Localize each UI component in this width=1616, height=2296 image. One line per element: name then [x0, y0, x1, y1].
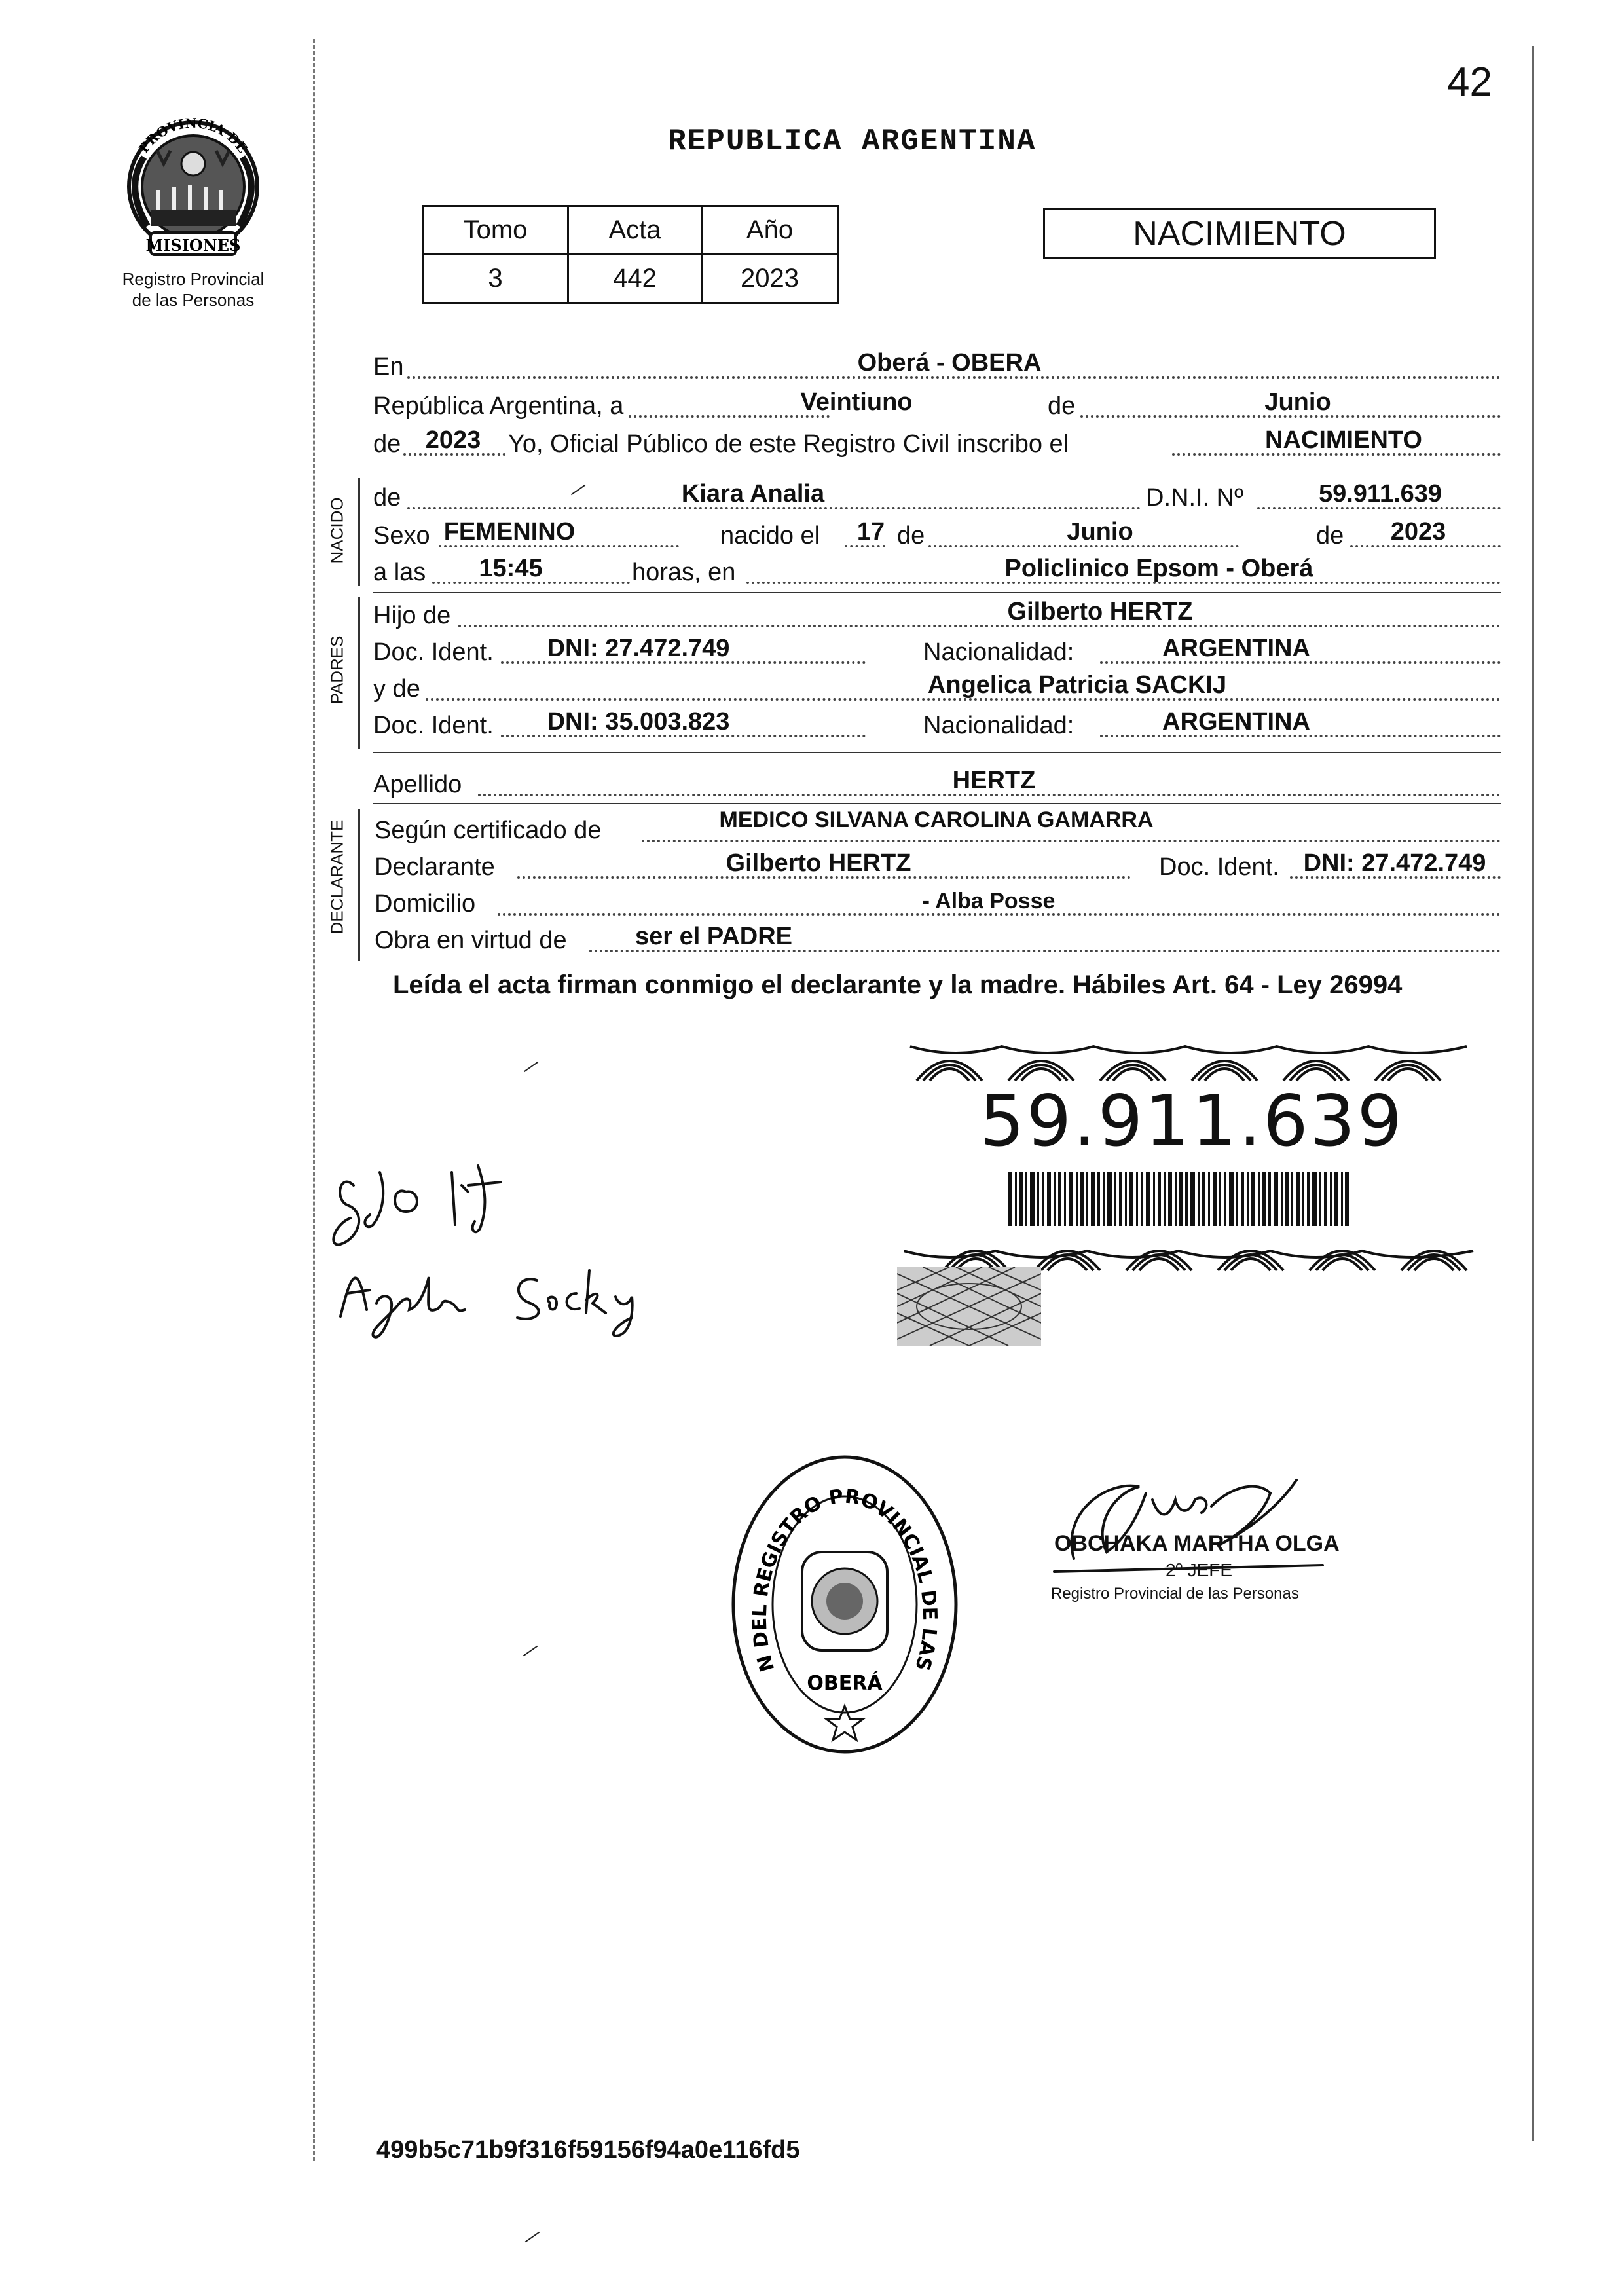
birth-day: 17: [856, 518, 885, 546]
official-role: 2º JEFE: [1166, 1560, 1233, 1580]
row-address: Domicilio - Alba Posse: [373, 884, 1501, 921]
birth-year: 2023: [1390, 518, 1446, 546]
dni-large-number: 59.911.639: [979, 1081, 1405, 1162]
official-organization: Registro Provincial de las Personas: [1051, 1585, 1299, 1602]
page-number: 42: [1447, 60, 1492, 105]
row-place: En Oberá - OBERA: [373, 347, 1501, 384]
closing-statement: Leída el acta firman conmigo el declarante y la madre. Hábiles Art. 64 - Ley 26994: [393, 971, 1403, 999]
row-inscribo: de 2023 Yo, Oficial Público de este Registro Civil inscribo el NACIMIENTO: [373, 424, 1501, 461]
header-acta: Acta: [568, 206, 702, 255]
birth-month: Junio: [1067, 518, 1133, 546]
declarant-name: Gilberto HERTZ: [725, 849, 911, 877]
official-name: OBCHAKA MARTHA OLGA: [1054, 1531, 1340, 1556]
province-logo: [111, 111, 275, 268]
registry-caption: Registro Provincial de las Personas: [122, 269, 265, 310]
declarant-doc: DNI: 27.472.749: [1303, 849, 1486, 877]
record-table: [422, 205, 839, 304]
svg-text:OBERÁ: OBERÁ: [807, 1672, 883, 1695]
birth-place: Policlinico Epsom - Oberá: [1004, 555, 1313, 582]
day-value: Veintiuno: [800, 388, 913, 416]
sex-value: FEMENINO: [443, 518, 576, 546]
header-ano: Año: [702, 206, 838, 255]
section-nacido: NACIDO: [327, 497, 347, 564]
hologram-icon: [897, 1267, 1041, 1346]
document-hash: 499b5c71b9f316f59156f94a0e116fd5: [376, 2136, 800, 2164]
value-tomo: 3: [423, 255, 568, 303]
birth-time: 15:45: [479, 555, 543, 582]
month-value: Junio: [1264, 388, 1331, 416]
row-time-place: a las 15:45 horas, en Policlinico Epsom - Oberá: [373, 553, 1501, 589]
scan-edge-left: [313, 39, 315, 2161]
row-obra: Obra en virtud de ser el PADRE: [373, 921, 1501, 957]
scan-edge-right: [1532, 46, 1534, 2141]
svg-text:MISIONES: MISIONES: [145, 236, 241, 255]
seal-stamp-icon: [727, 1447, 963, 1762]
scan-mark: [523, 1646, 538, 1657]
record-type-box: NACIMIENTO: [1043, 208, 1436, 259]
child-dni: 59.911.639: [1318, 480, 1442, 508]
row-mother-doc: Doc. Ident. DNI: 35.003.823 Nacionalidad: ARGENTINA: [373, 706, 1501, 743]
child-name: Kiara Analia: [681, 480, 825, 508]
row-father: Hijo de Gilberto HERTZ: [373, 596, 1501, 633]
scan-mark: [525, 2232, 540, 2243]
father-nationality: ARGENTINA: [1162, 635, 1310, 662]
place-value: Oberá - OBERA: [857, 349, 1042, 377]
obra-value: ser el PADRE: [634, 923, 793, 950]
certificate-value: MEDICO SILVANA CAROLINA GAMARRA: [719, 807, 1154, 832]
father-doc: DNI: 27.472.749: [547, 635, 730, 662]
row-father-doc: Doc. Ident. DNI: 27.472.749 Nacionalidad: ARGENTINA: [373, 633, 1501, 669]
row-declarant: Declarante Gilberto HERTZ Doc. Ident. DNI: 27.472.749: [373, 847, 1501, 884]
svg-text:PROVINCIA DE: PROVINCIA DE: [136, 115, 251, 156]
surname-value: HERTZ: [952, 767, 1036, 794]
address-value: - Alba Posse: [922, 889, 1056, 914]
scan-mark: [524, 1062, 538, 1073]
row-mother: y de Angelica Patricia SACKIJ: [373, 669, 1501, 706]
inscribo-value: NACIMIENTO: [1265, 426, 1422, 454]
barcode: [1008, 1172, 1349, 1226]
row-child: de Kiara Analia D.N.I. Nº 59.911.639: [373, 478, 1501, 515]
row-certificate: Según certificado de MEDICO SILVANA CAROLINA GAMARRA: [373, 811, 1501, 847]
registry-seal: [727, 1447, 963, 1762]
parents-signatures: [321, 1146, 688, 1342]
barcode-icon: [1008, 1172, 1349, 1226]
mother-doc: DNI: 35.003.823: [547, 708, 730, 735]
svg-text:DELEGACION DEL REGISTRO PROVIN: N DEL REGISTRO PROVINCIAL DE LAS: [748, 1485, 942, 1675]
value-acta: 442: [568, 255, 702, 303]
misiones-crest-icon: [111, 111, 275, 268]
header-tomo: Tomo: [423, 206, 568, 255]
father-name: Gilberto HERTZ: [1007, 598, 1193, 625]
signature-icon: [321, 1146, 688, 1342]
mother-name: Angelica Patricia SACKIJ: [927, 671, 1227, 699]
section-padres: PADRES: [327, 635, 347, 705]
year-value: 2023: [425, 426, 481, 454]
row-surname: Apellido HERTZ: [373, 765, 1501, 802]
hologram-patch: [897, 1267, 1041, 1346]
mother-nationality: ARGENTINA: [1162, 708, 1310, 735]
value-ano: 2023: [702, 255, 838, 303]
document-title: REPUBLICA ARGENTINA: [668, 124, 1037, 158]
section-declarante: DECLARANTE: [327, 819, 347, 935]
row-sex-birth: Sexo FEMENINO nacido el 17 de Junio de 2023: [373, 516, 1501, 553]
row-date: República Argentina, a Veintiuno de Junio: [373, 386, 1501, 423]
